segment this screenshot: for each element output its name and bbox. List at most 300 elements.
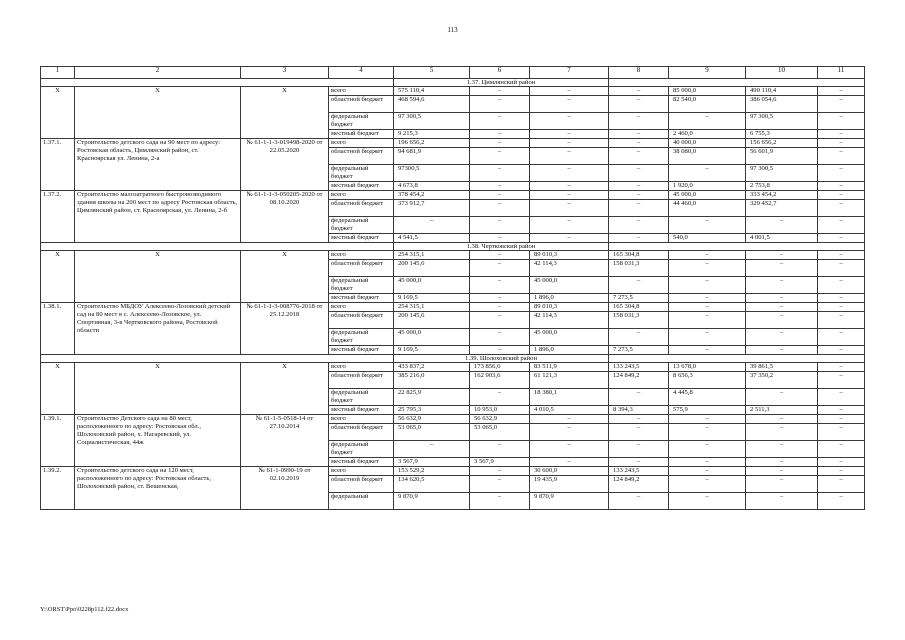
funding-source-cell: областной бюджет (329, 372, 394, 389)
value-cell: – (746, 415, 818, 424)
value-cell: 56 632,9 (394, 415, 470, 424)
value-cell: – (470, 476, 530, 493)
section-title: 1.37. Цимлянский район (394, 79, 609, 87)
value-cell: 200 145,6 (394, 312, 470, 329)
funding-source-cell: местный бюджет (329, 406, 394, 415)
funding-source-cell: областной бюджет (329, 200, 394, 217)
value-cell: – (669, 294, 746, 303)
value-cell: – (818, 217, 865, 234)
value-cell: – (669, 467, 746, 476)
value-cell: – (818, 458, 865, 467)
value-cell: – (470, 139, 530, 148)
value-cell: 42 114,3 (530, 260, 609, 277)
header-row (41, 67, 865, 79)
value-cell: – (470, 441, 530, 458)
value-cell: – (818, 277, 865, 294)
value-cell: – (609, 165, 669, 182)
value-cell: 433 837,2 (394, 363, 470, 372)
value-cell: – (746, 441, 818, 458)
value-cell: – (669, 277, 746, 294)
value-cell: – (470, 87, 530, 96)
value-cell: – (818, 303, 865, 312)
value-cell: – (669, 415, 746, 424)
value-cell: – (470, 329, 530, 346)
value-cell: – (818, 415, 865, 424)
value-cell: – (609, 458, 669, 467)
value-cell: 56 601,9 (746, 148, 818, 165)
value-cell: 162 903,6 (470, 372, 530, 389)
value-cell: – (470, 191, 530, 200)
item-id-cell: X (41, 87, 75, 139)
value-cell: – (470, 217, 530, 234)
value-cell: – (746, 312, 818, 329)
value-cell: 38 080,0 (669, 148, 746, 165)
funding-source-cell: местный бюджет (329, 294, 394, 303)
value-cell: 45 000,0 (530, 277, 609, 294)
value-cell: – (470, 312, 530, 329)
value-cell: – (609, 234, 669, 243)
value-cell: 45 000,0 (669, 191, 746, 200)
value-cell: 9 870,9 (394, 493, 470, 510)
value-cell: 9 215,3 (394, 130, 470, 139)
value-cell: 44 460,0 (669, 200, 746, 217)
value-cell: – (818, 363, 865, 372)
table-row (41, 191, 865, 200)
value-cell: 30 600,0 (530, 467, 609, 476)
value-cell: – (669, 458, 746, 467)
value-cell: – (669, 113, 746, 130)
value-cell: 97300,5 (394, 165, 470, 182)
item-doc-cell: X (241, 87, 329, 139)
item-name-cell: X (75, 363, 241, 415)
item-doc-cell: № 61-1-1-3-050205-2020 от 08.10.2020 (241, 191, 329, 243)
column-header: 5 (394, 67, 470, 79)
value-cell: – (818, 96, 865, 113)
value-cell: – (818, 406, 865, 415)
item-doc-cell: X (241, 363, 329, 415)
value-cell: – (746, 346, 818, 355)
section-title: 1.38. Чертковский район (394, 243, 609, 251)
value-cell: 373 912,7 (394, 200, 470, 217)
section-header-row (41, 243, 865, 251)
section-title: 1.39. Шолоховский район (394, 355, 609, 363)
value-cell: – (530, 191, 609, 200)
table-row (41, 363, 865, 372)
funding-source-cell: федеральный бюджет (329, 113, 394, 130)
value-cell: 1 896,0 (530, 346, 609, 355)
value-cell: – (470, 346, 530, 355)
value-cell: – (746, 251, 818, 260)
value-cell: 6 755,3 (746, 130, 818, 139)
value-cell: 1 920,0 (669, 182, 746, 191)
item-id-cell: 1.39.1. (41, 415, 75, 467)
value-cell: – (530, 200, 609, 217)
value-cell: – (609, 200, 669, 217)
value-cell: – (530, 148, 609, 165)
budget-table-wrapper (40, 66, 864, 510)
funding-source-cell: местный бюджет (329, 234, 394, 243)
value-cell: 1 896,0 (530, 294, 609, 303)
value-cell: 9 870,9 (530, 493, 609, 510)
value-cell: – (818, 191, 865, 200)
value-cell: – (609, 277, 669, 294)
value-cell: 13 678,0 (669, 363, 746, 372)
value-cell: 53 065,0 (470, 424, 530, 441)
value-cell: – (669, 303, 746, 312)
value-cell: 8 394,3 (609, 406, 669, 415)
value-cell: – (470, 96, 530, 113)
value-cell: 10 953,0 (470, 406, 530, 415)
value-cell: 83 511,9 (530, 363, 609, 372)
value-cell: – (746, 389, 818, 406)
value-cell: – (746, 329, 818, 346)
value-cell: – (818, 148, 865, 165)
funding-source-cell: областной бюджет (329, 260, 394, 277)
value-cell: 53 065,0 (394, 424, 470, 441)
value-cell: 2 460,0 (669, 130, 746, 139)
item-doc-cell: № 61-1-5-0518-14 от 27.10.2014 (241, 415, 329, 467)
value-cell: 254 315,1 (394, 251, 470, 260)
value-cell: 490 110,4 (746, 87, 818, 96)
value-cell: 156 656,2 (746, 139, 818, 148)
value-cell: – (746, 277, 818, 294)
table-row (41, 139, 865, 148)
value-cell: – (669, 346, 746, 355)
funding-source-cell: всего (329, 363, 394, 372)
value-cell: – (470, 182, 530, 191)
value-cell: 61 121,3 (530, 372, 609, 389)
value-cell: – (818, 139, 865, 148)
section-header-row (41, 79, 865, 87)
section-spacer (41, 243, 394, 251)
value-cell: – (530, 139, 609, 148)
funding-source-cell: местный бюджет (329, 130, 394, 139)
item-id-cell: X (41, 251, 75, 303)
value-cell: – (669, 424, 746, 441)
value-cell: – (609, 87, 669, 96)
value-cell: 133 243,5 (609, 467, 669, 476)
column-header: 9 (669, 67, 746, 79)
value-cell: – (470, 113, 530, 130)
value-cell: – (609, 415, 669, 424)
section-spacer (609, 355, 865, 363)
value-cell: – (530, 113, 609, 130)
value-cell: – (746, 424, 818, 441)
value-cell: – (669, 260, 746, 277)
value-cell: 45 000,0 (394, 277, 470, 294)
value-cell: 45 000,0 (530, 329, 609, 346)
value-cell: 82 540,0 (669, 96, 746, 113)
table-row (41, 467, 865, 476)
item-doc-cell: № 61-1-1-3-019498-2020 от 22.05.2020 (241, 139, 329, 191)
value-cell: – (818, 113, 865, 130)
column-header: 7 (530, 67, 609, 79)
item-doc-cell: X (241, 251, 329, 303)
value-cell: – (746, 493, 818, 510)
item-name-cell: Строительство Детского сада на 80 мест, расположенного по адресу: Ростовская обл., Шолоховский район, х. Нагаревский, ул. Социалистическая, 44ж (75, 415, 241, 467)
value-cell: – (530, 87, 609, 96)
value-cell: – (818, 346, 865, 355)
value-cell: – (530, 441, 609, 458)
item-name-cell: Строительство малозатратного быстровозводимого здания школы на 200 мест по адресу Ростовская область, Цимлянский район, ст. Красноярская, ул. Ленина, 2-б (75, 191, 241, 243)
value-cell: – (609, 217, 669, 234)
value-cell: 94 681,9 (394, 148, 470, 165)
value-cell: – (669, 329, 746, 346)
value-cell: – (818, 251, 865, 260)
value-cell: – (609, 113, 669, 130)
value-cell: 89 010,3 (530, 303, 609, 312)
table-row (41, 251, 865, 260)
value-cell: – (609, 329, 669, 346)
value-cell: 97 300,5 (746, 113, 818, 130)
value-cell: 200 145,6 (394, 260, 470, 277)
value-cell: 575,9 (669, 406, 746, 415)
table-row (41, 87, 865, 96)
item-name-cell: X (75, 87, 241, 139)
value-cell: 25 795,3 (394, 406, 470, 415)
item-name-cell: Строительство детского сада на 90 мест по адресу: Ростовская область, Цимлянский район, ст. Красноярская ул. Ленина, 2-а (75, 139, 241, 191)
value-cell: 158 031,3 (609, 312, 669, 329)
column-header: 8 (609, 67, 669, 79)
value-cell: 3 567,9 (470, 458, 530, 467)
file-path-footer: Y:\ORST\Ppo\0228p112.f22.docx (40, 606, 129, 613)
funding-source-cell: федеральный бюджет (329, 389, 394, 406)
value-cell: – (394, 441, 470, 458)
value-cell: – (669, 441, 746, 458)
value-cell: 7 273,5 (609, 294, 669, 303)
funding-source-cell: всего (329, 467, 394, 476)
value-cell: 22 825,9 (394, 389, 470, 406)
value-cell: 9 169,5 (394, 294, 470, 303)
value-cell: – (394, 217, 470, 234)
value-cell: 329 452,7 (746, 200, 818, 217)
funding-source-cell: всего (329, 87, 394, 96)
value-cell: – (818, 165, 865, 182)
value-cell: – (746, 458, 818, 467)
value-cell: – (609, 139, 669, 148)
value-cell: – (530, 182, 609, 191)
value-cell: – (669, 217, 746, 234)
value-cell: 45 000,0 (394, 329, 470, 346)
value-cell: – (818, 200, 865, 217)
value-cell: 9 169,5 (394, 346, 470, 355)
funding-source-cell: областной бюджет (329, 424, 394, 441)
value-cell: – (818, 182, 865, 191)
column-header: 2 (75, 67, 241, 79)
value-cell: 173 856,6 (470, 363, 530, 372)
value-cell: – (530, 458, 609, 467)
value-cell: 18 380,1 (530, 389, 609, 406)
value-cell: – (470, 467, 530, 476)
funding-source-cell: федеральный (329, 493, 394, 510)
value-cell: – (609, 191, 669, 200)
value-cell: 468 594,6 (394, 96, 470, 113)
value-cell: – (470, 165, 530, 182)
value-cell: – (609, 389, 669, 406)
value-cell: 4 010,5 (530, 406, 609, 415)
item-name-cell: Строительство детского сада на 120 мест, расположенного по адресу: Ростовская область, Шолоховский район, ст. Вешенская, (75, 467, 241, 510)
section-spacer (41, 79, 394, 87)
value-cell: 165 304,8 (609, 251, 669, 260)
value-cell: 89 010,3 (530, 251, 609, 260)
value-cell: 124 849,2 (609, 372, 669, 389)
value-cell: – (818, 260, 865, 277)
value-cell: 97 300,5 (394, 113, 470, 130)
value-cell: 385 216,0 (394, 372, 470, 389)
value-cell: 4 673,8 (394, 182, 470, 191)
value-cell: – (818, 130, 865, 139)
funding-source-cell: всего (329, 415, 394, 424)
item-doc-cell: № 61-1-0990-19 от 02.10.2019 (241, 467, 329, 510)
funding-source-cell: федеральный бюджет (329, 165, 394, 182)
funding-source-cell: федеральный бюджет (329, 277, 394, 294)
value-cell: 42 114,3 (530, 312, 609, 329)
funding-source-cell: местный бюджет (329, 182, 394, 191)
value-cell: 97 300,5 (746, 165, 818, 182)
value-cell: – (669, 493, 746, 510)
funding-source-cell: областной бюджет (329, 148, 394, 165)
value-cell: 19 435,9 (530, 476, 609, 493)
value-cell: – (470, 200, 530, 217)
funding-source-cell: областной бюджет (329, 96, 394, 113)
value-cell: – (470, 260, 530, 277)
value-cell: – (530, 165, 609, 182)
value-cell: – (669, 476, 746, 493)
column-header: 1 (41, 67, 75, 79)
value-cell: – (818, 312, 865, 329)
value-cell: – (609, 96, 669, 113)
value-cell: 4 445,8 (669, 389, 746, 406)
value-cell: – (530, 130, 609, 139)
value-cell: 196 656,2 (394, 139, 470, 148)
value-cell: 2 511,3 (746, 406, 818, 415)
table-row (41, 415, 865, 424)
value-cell: – (746, 476, 818, 493)
funding-source-cell: федеральный бюджет (329, 329, 394, 346)
page-number: 113 (447, 26, 458, 34)
value-cell: – (746, 217, 818, 234)
value-cell: – (470, 251, 530, 260)
value-cell: – (530, 234, 609, 243)
funding-source-cell: всего (329, 251, 394, 260)
value-cell: 39 861,5 (746, 363, 818, 372)
value-cell: – (669, 251, 746, 260)
value-cell: – (818, 476, 865, 493)
column-header: 4 (329, 67, 394, 79)
value-cell: – (746, 467, 818, 476)
value-cell: – (470, 303, 530, 312)
funding-source-cell: областной бюджет (329, 312, 394, 329)
value-cell: – (470, 277, 530, 294)
value-cell: 540,0 (669, 234, 746, 243)
value-cell: – (746, 294, 818, 303)
value-cell: 40 000,0 (669, 139, 746, 148)
value-cell: – (609, 424, 669, 441)
value-cell: 56 632,9 (470, 415, 530, 424)
value-cell: – (530, 217, 609, 234)
item-id-cell: 1.37.1. (41, 139, 75, 191)
budget-table (40, 66, 865, 510)
value-cell: – (818, 441, 865, 458)
value-cell: – (609, 148, 669, 165)
value-cell: – (669, 312, 746, 329)
value-cell: 254 315,1 (394, 303, 470, 312)
value-cell: 124 849,2 (609, 476, 669, 493)
value-cell: 165 304,8 (609, 303, 669, 312)
value-cell: – (470, 389, 530, 406)
value-cell: – (530, 415, 609, 424)
item-id-cell: 1.38.1. (41, 303, 75, 355)
table-row (41, 303, 865, 312)
value-cell: – (470, 493, 530, 510)
value-cell: 3 567,9 (394, 458, 470, 467)
value-cell: – (530, 424, 609, 441)
section-header-row (41, 355, 865, 363)
value-cell: 37 350,2 (746, 372, 818, 389)
value-cell: 153 529,2 (394, 467, 470, 476)
column-header: 11 (818, 67, 865, 79)
value-cell: – (530, 96, 609, 113)
value-cell: – (818, 389, 865, 406)
value-cell: 2 753,8 (746, 182, 818, 191)
item-id-cell: 1.37.2. (41, 191, 75, 243)
funding-source-cell: всего (329, 303, 394, 312)
item-name-cell: Строительство МБДОУ Алексеево-Лозовский детский сад на 80 мест в с. Алексеево-Лозовское, ул. Спортивная, 3-в Чертковского района, Ростовской области (75, 303, 241, 355)
value-cell: – (470, 294, 530, 303)
funding-source-cell: всего (329, 139, 394, 148)
value-cell: – (818, 424, 865, 441)
item-id-cell: X (41, 363, 75, 415)
section-spacer (609, 79, 865, 87)
value-cell: – (609, 130, 669, 139)
value-cell: – (746, 260, 818, 277)
item-doc-cell: № 61-1-1-3-008776-2018 от 25.12.2018 (241, 303, 329, 355)
value-cell: 378 454,2 (394, 191, 470, 200)
value-cell: – (818, 467, 865, 476)
column-header: 6 (470, 67, 530, 79)
value-cell: – (609, 441, 669, 458)
value-cell: 85 000,0 (669, 87, 746, 96)
value-cell: 134 620,5 (394, 476, 470, 493)
value-cell: – (470, 234, 530, 243)
value-cell: – (470, 130, 530, 139)
value-cell: – (818, 87, 865, 96)
value-cell: – (470, 148, 530, 165)
funding-source-cell: федеральный бюджет (329, 217, 394, 234)
value-cell: – (818, 493, 865, 510)
funding-source-cell: местный бюджет (329, 458, 394, 467)
value-cell: – (818, 294, 865, 303)
value-cell: – (818, 329, 865, 346)
value-cell: 7 273,5 (609, 346, 669, 355)
value-cell: 4 541,5 (394, 234, 470, 243)
section-spacer (609, 243, 865, 251)
value-cell: 386 054,6 (746, 96, 818, 113)
value-cell: – (818, 234, 865, 243)
value-cell: – (669, 165, 746, 182)
value-cell: 333 454,2 (746, 191, 818, 200)
funding-source-cell: областной бюджет (329, 476, 394, 493)
item-name-cell: X (75, 251, 241, 303)
value-cell: – (746, 303, 818, 312)
item-id-cell: 1.39.2. (41, 467, 75, 510)
column-header: 10 (746, 67, 818, 79)
value-cell: 133 243,5 (609, 363, 669, 372)
value-cell: – (609, 182, 669, 191)
value-cell: – (609, 493, 669, 510)
value-cell: 158 031,3 (609, 260, 669, 277)
column-header: 3 (241, 67, 329, 79)
